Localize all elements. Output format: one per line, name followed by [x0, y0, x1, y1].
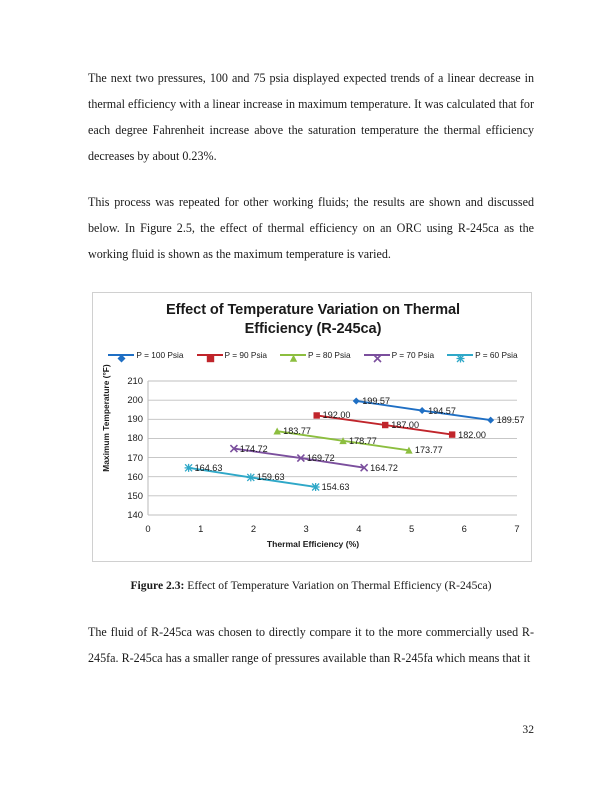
data-label: 169.72: [306, 453, 335, 464]
data-label: 164.63: [194, 462, 223, 473]
y-tick-label: 200: [127, 394, 143, 406]
y-tick-label: 210: [127, 375, 143, 386]
figure-chart: [92, 292, 532, 562]
chart-plot-area: [93, 293, 533, 563]
x-tick-label: 7: [514, 523, 520, 534]
legend-label: P = 90 Psia: [224, 349, 268, 360]
data-label: 174.72: [239, 443, 268, 454]
data-point: [312, 483, 320, 491]
data-label: 182.00: [458, 429, 486, 440]
data-point: [382, 422, 388, 428]
legend-label: P = 80 Psia: [308, 349, 351, 360]
x-tick-label: 6: [461, 523, 467, 534]
y-tick-label: 190: [127, 413, 143, 425]
data-label: 194.57: [428, 405, 456, 416]
figure-caption: [88, 579, 534, 592]
data-point: [353, 397, 360, 404]
figure-caption-text: Effect of Temperature Variation on Thermal Efficiency (R-245ca): [184, 579, 492, 592]
paragraph-2: This process was repeated for other working fluids; the results are shown and discussed below. In Figure 2.5, the effect of thermal efficiency on an ORC using R-245ca as the working fluid is shown as the maximum temperature is varied.: [88, 195, 534, 261]
figure-caption-label: Figure 2.3:: [130, 579, 185, 592]
data-label: 159.63: [256, 472, 285, 483]
chart-title-line-1: Effect of Temperature Variation on Thermal: [166, 302, 460, 318]
legend-label: P = 100 Psia: [136, 349, 184, 360]
x-tick-label: 2: [250, 523, 257, 534]
data-label: 154.63: [321, 481, 350, 492]
y-tick-label: 160: [127, 470, 143, 482]
x-tick-label: 5: [408, 523, 415, 534]
data-label: 183.77: [283, 426, 311, 437]
data-point: [185, 464, 193, 472]
y-axis-title: Maximum Temperature (°F): [101, 364, 111, 472]
x-tick-label: 4: [356, 523, 362, 534]
page-number: 32: [522, 723, 534, 736]
data-point: [449, 431, 455, 437]
chart-title-line-2: Efficiency (R-245ca): [244, 321, 382, 337]
data-label: 178.77: [349, 435, 377, 446]
data-label: 173.77: [414, 445, 443, 456]
data-point: [487, 417, 494, 424]
paragraph-3: The fluid of R-245ca was chosen to directly compare it to the more commercially used R-245fa. R-245ca has a smaller range of pressures available than R-245fa which means that it: [88, 625, 534, 665]
x-tick-label: 3: [303, 523, 309, 534]
y-tick-label: 170: [127, 451, 143, 463]
y-tick-label: 140: [127, 509, 143, 520]
x-tick-label: 0: [145, 523, 151, 534]
legend-label: P = 70 Psia: [391, 349, 435, 360]
data-label: 192.00: [322, 410, 351, 421]
data-point: [313, 412, 319, 418]
data-point: [247, 473, 255, 481]
data-label: 199.57: [362, 395, 391, 406]
y-tick-label: 150: [127, 489, 143, 501]
data-label: 189.57: [496, 415, 525, 426]
y-tick-label: 180: [127, 432, 143, 444]
data-point: [419, 407, 426, 414]
data-label: 164.72: [370, 462, 398, 473]
x-tick-label: 1: [198, 523, 204, 534]
legend-label: P = 60 Psia: [475, 349, 518, 360]
x-axis-title: Thermal Efficiency (%): [266, 539, 360, 549]
data-label: 187.00: [391, 420, 420, 431]
paragraph-1: The next two pressures, 100 and 75 psia displayed expected trends of a linear decrease in thermal efficiency with a linear increase in maximum temperature. It was calculated that for each degree Fahrenheit increase above the saturation temperature the thermal efficiency decreases by about 0.23%.: [88, 71, 534, 163]
